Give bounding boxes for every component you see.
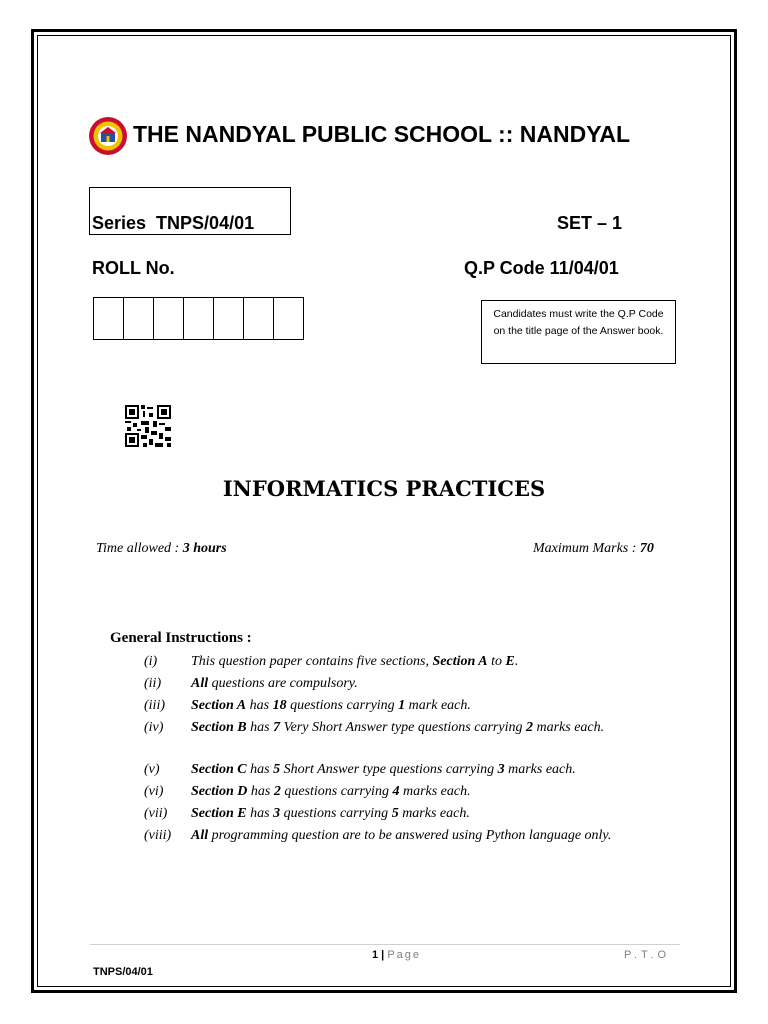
roll-number-boxes (93, 297, 304, 340)
roll-digit-box (213, 297, 244, 340)
instruction-item (144, 826, 700, 845)
time-value: 3 hours (182, 541, 227, 556)
instruction-text: Section A has 18 questions carrying 1 mark each. (191, 698, 471, 713)
page-number (372, 949, 421, 961)
instruction-item (144, 718, 700, 737)
instruction-item (144, 804, 700, 823)
instruction-text: All programming question are to be answered using Python language only. (191, 828, 612, 843)
instruction-item (144, 674, 700, 693)
roll-digit-box (273, 297, 304, 340)
instruction-text: All questions are compulsory. (191, 676, 358, 691)
time-allowed (96, 541, 227, 557)
instruction-item (144, 696, 700, 715)
instruction-item (144, 782, 700, 801)
instruction-number: (vi) (144, 784, 164, 799)
instruction-text: This question paper contains five sections, Section A to E. (191, 654, 519, 669)
roll-label: ROLL No. (92, 258, 175, 278)
subject-title: INFORMATICS PRACTICES (222, 476, 546, 501)
instruction-item (144, 652, 700, 671)
instruction-number: (viii) (144, 828, 172, 843)
instruction-number: (ii) (144, 676, 162, 691)
roll-digit-box (183, 297, 214, 340)
school-name: THE NANDYAL PUBLIC SCHOOL :: NANDYAL (133, 121, 631, 147)
marks-value: 70 (639, 541, 654, 556)
qp-code-notice: Candidates must write the Q.P Code on the title page of the Answer book. (481, 300, 676, 364)
instruction-text: Section E has 3 questions carrying 5 marks each. (191, 806, 470, 821)
instruction-number: (v) (144, 762, 160, 777)
instruction-text: Section B has 7 Very Short Answer type questions carrying 2 marks each. (191, 720, 605, 735)
page-separator: | (378, 949, 388, 961)
pto-label: P.T.O (624, 949, 671, 961)
school-logo-icon (88, 116, 128, 156)
time-label: Time allowed : (96, 541, 183, 556)
page-label: Page (387, 949, 422, 961)
instruction-text: Section D has 2 questions carrying 4 marks each. (191, 784, 471, 799)
instruction-number: (i) (144, 654, 158, 669)
footer-divider (90, 944, 680, 945)
roll-digit-box (243, 297, 274, 340)
qr-code-icon (125, 405, 171, 447)
instruction-number: (iii) (144, 698, 165, 713)
instruction-number: (vii) (144, 806, 168, 821)
series-label: Series (92, 213, 147, 233)
series-code: TNPS/04/01 (156, 213, 255, 233)
series-line (92, 213, 254, 234)
marks-label: Maximum Marks : (533, 541, 640, 556)
instruction-number: (iv) (144, 720, 164, 735)
roll-digit-box (123, 297, 154, 340)
page-number-value: 1 (372, 949, 379, 961)
roll-digit-box (93, 297, 124, 340)
set-number: SET – 1 (557, 213, 623, 233)
qp-code: Q.P Code 11/04/01 (464, 258, 619, 278)
maximum-marks (533, 541, 654, 557)
instruction-text: Section C has 5 Short Answer type questions carrying 3 marks each. (191, 762, 576, 777)
roll-digit-box (153, 297, 184, 340)
instruction-item (144, 760, 700, 779)
instructions-title: General Instructions : (110, 630, 252, 646)
footer-series-code: TNPS/04/01 (93, 966, 153, 978)
